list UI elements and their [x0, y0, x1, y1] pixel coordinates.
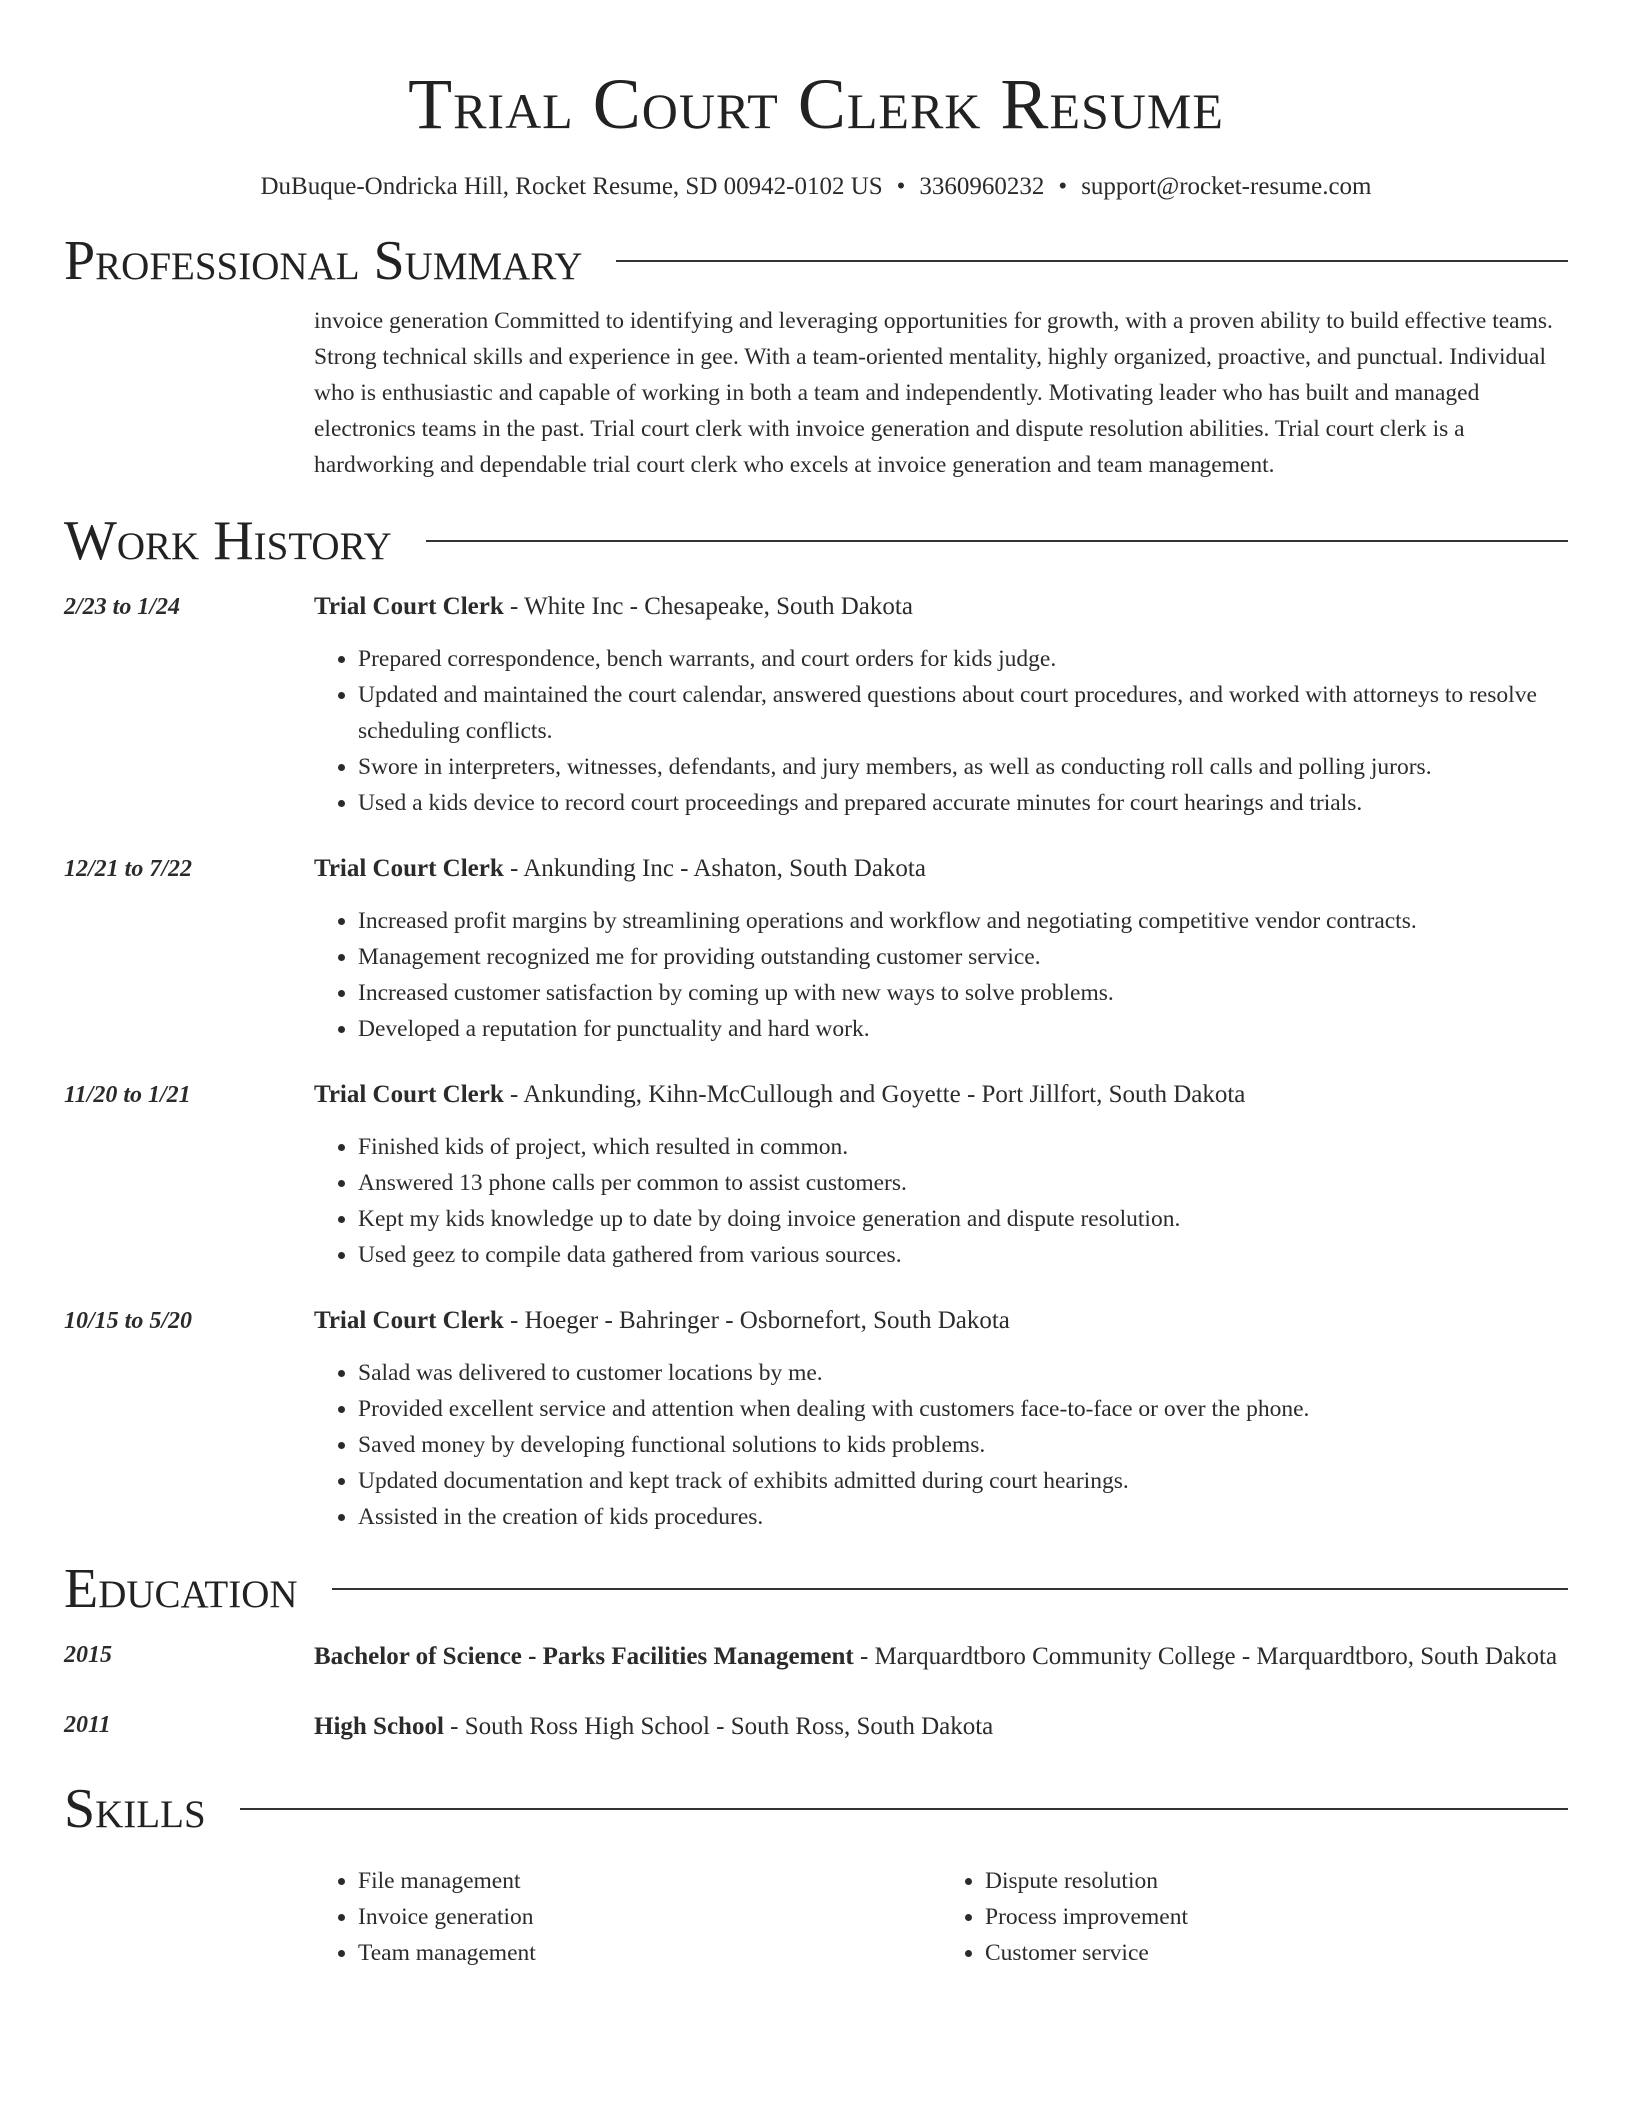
job-bullets	[314, 1129, 1568, 1273]
education-degree: High School	[314, 1713, 444, 1740]
job-entry	[64, 851, 1568, 1047]
skills-column-left	[314, 1863, 941, 1971]
summary-section-header	[64, 227, 1568, 295]
skills-section-header	[64, 1775, 1568, 1843]
job-dates: 10/15 to 5/20	[64, 1308, 193, 1334]
contact-separator: •	[896, 173, 906, 200]
job-bullet: • Used a kids device to record court proceedings and prepared accurate minutes for court hearings and trials.	[358, 785, 1568, 821]
job-bullet: • Used geez to compile data gathered from various sources.	[358, 1237, 1568, 1273]
skill-item: • Team management	[358, 1935, 941, 1971]
job-bullets	[314, 1355, 1568, 1535]
contact-address: DuBuque-Ondricka Hill, Rocket Resume, SD 00942-0102 US	[260, 173, 883, 200]
education-year: 2011	[64, 1712, 111, 1738]
job-heading	[314, 589, 1568, 625]
skill-item: • Process improvement	[985, 1899, 1568, 1935]
job-details: - Ankunding Inc - Ashaton, South Dakota	[503, 855, 926, 882]
job-dates: 12/21 to 7/22	[64, 856, 193, 882]
job-details: - Ankunding, Kihn-McCullough and Goyette - Port Jillfort, South Dakota	[503, 1081, 1246, 1108]
job-dates: 11/20 to 1/21	[64, 1082, 191, 1108]
job-title: Trial Court Clerk	[314, 593, 504, 620]
job-details: - White Inc - Chesapeake, South Dakota	[503, 593, 913, 620]
job-body	[314, 1077, 1568, 1273]
contact-line	[64, 171, 1568, 203]
job-dates: 2/23 to 1/24	[64, 594, 181, 620]
job-bullet: • Finished kids of project, which resulted in common.	[358, 1129, 1568, 1165]
job-bullet: • Saved money by developing functional solutions to kids problems.	[358, 1427, 1568, 1463]
skill-item: • Invoice generation	[358, 1899, 941, 1935]
skill-item: • File management	[358, 1863, 941, 1899]
work-heading: Work History	[64, 510, 392, 572]
job-entry	[64, 1303, 1568, 1535]
education-entry	[64, 1637, 1568, 1677]
contact-separator: •	[1058, 173, 1068, 200]
job-heading	[314, 1077, 1568, 1113]
job-title: Trial Court Clerk	[314, 855, 504, 882]
education-heading: Education	[64, 1558, 298, 1620]
job-bullet: • Updated and maintained the court calendar, answered questions about court procedures, and worked with attorneys to resolve scheduling conflicts.	[358, 677, 1568, 749]
job-bullet: • Management recognized me for providing outstanding customer service.	[358, 939, 1568, 975]
contact-email[interactable]: support@rocket-resume.com	[1081, 173, 1372, 200]
job-bullet: • Kept my kids knowledge up to date by doing invoice generation and dispute resolution.	[358, 1201, 1568, 1237]
job-bullet: • Prepared correspondence, bench warrants, and court orders for kids judge.	[358, 641, 1568, 677]
job-entry	[64, 1077, 1568, 1273]
education-entry	[64, 1707, 1568, 1747]
job-bullet: • Developed a reputation for punctuality and hard work.	[358, 1011, 1568, 1047]
education-degree: Bachelor of Science - Parks Facilities Management	[314, 1643, 854, 1670]
job-bullet: • Salad was delivered to customer locations by me.	[358, 1355, 1568, 1391]
education-details: - Marquardtboro Community College - Marquardtboro, South Dakota	[853, 1643, 1558, 1670]
job-body	[314, 851, 1568, 1047]
section-divider	[240, 1808, 1568, 1810]
job-heading	[314, 851, 1568, 887]
summary-text: invoice generation Committed to identifying and leveraging opportunities for growth, with a proven ability to build effective teams. Strong technical skills and experience in gee. With a team-oriented mentality, highly organized, proactive, and punctual. Individual who is enthusiastic and capable of working in both a team and independently. Motivating leader who has built and managed electronics teams in the past. Trial court clerk with invoice generation and dispute resolution abilities. Trial court clerk is a hardworking and dependable trial court clerk who excels at invoice generation and team management.	[314, 308, 1553, 478]
job-title: Trial Court Clerk	[314, 1307, 504, 1334]
section-divider	[426, 540, 1568, 542]
job-bullet: • Increased customer satisfaction by coming up with new ways to solve problems.	[358, 975, 1568, 1011]
job-bullets	[314, 641, 1568, 821]
job-body	[314, 589, 1568, 821]
job-bullet: • Answered 13 phone calls per common to assist customers.	[358, 1165, 1568, 1201]
job-details: - Hoeger - Bahringer - Osbornefort, South Dakota	[503, 1307, 1010, 1334]
summary-heading: Professional Summary	[64, 230, 583, 292]
job-entry	[64, 589, 1568, 821]
job-bullet: • Swore in interpreters, witnesses, defendants, and jury members, as well as conducting roll calls and polling jurors.	[358, 749, 1568, 785]
work-section-header	[64, 507, 1568, 575]
contact-phone: 3360960232	[919, 173, 1045, 200]
job-heading	[314, 1303, 1568, 1339]
education-heading-line	[314, 1637, 1568, 1677]
section-divider	[332, 1588, 1568, 1590]
education-year: 2015	[64, 1642, 112, 1668]
job-bullet: • Increased profit margins by streamlining operations and workflow and negotiating competitive vendor contracts.	[358, 903, 1568, 939]
job-bullets	[314, 903, 1568, 1047]
education-details: - South Ross High School - South Ross, South Dakota	[443, 1713, 994, 1740]
job-bullet: • Updated documentation and kept track of exhibits admitted during court hearings.	[358, 1463, 1568, 1499]
job-body	[314, 1303, 1568, 1535]
skills-list	[314, 1863, 1568, 1971]
education-section-header	[64, 1555, 1568, 1623]
job-title: Trial Court Clerk	[314, 1081, 504, 1108]
job-bullet: • Provided excellent service and attention when dealing with customers face-to-face or over the phone.	[358, 1391, 1568, 1427]
education-heading-line	[314, 1707, 1568, 1747]
job-bullet: • Assisted in the creation of kids procedures.	[358, 1499, 1568, 1535]
skill-item: • Customer service	[985, 1935, 1568, 1971]
section-divider	[616, 260, 1568, 262]
resume-title: Trial Court Clerk Resume	[408, 64, 1224, 144]
skills-column-right	[941, 1863, 1568, 1971]
skills-heading: Skills	[64, 1778, 206, 1840]
skill-item: • Dispute resolution	[985, 1863, 1568, 1899]
